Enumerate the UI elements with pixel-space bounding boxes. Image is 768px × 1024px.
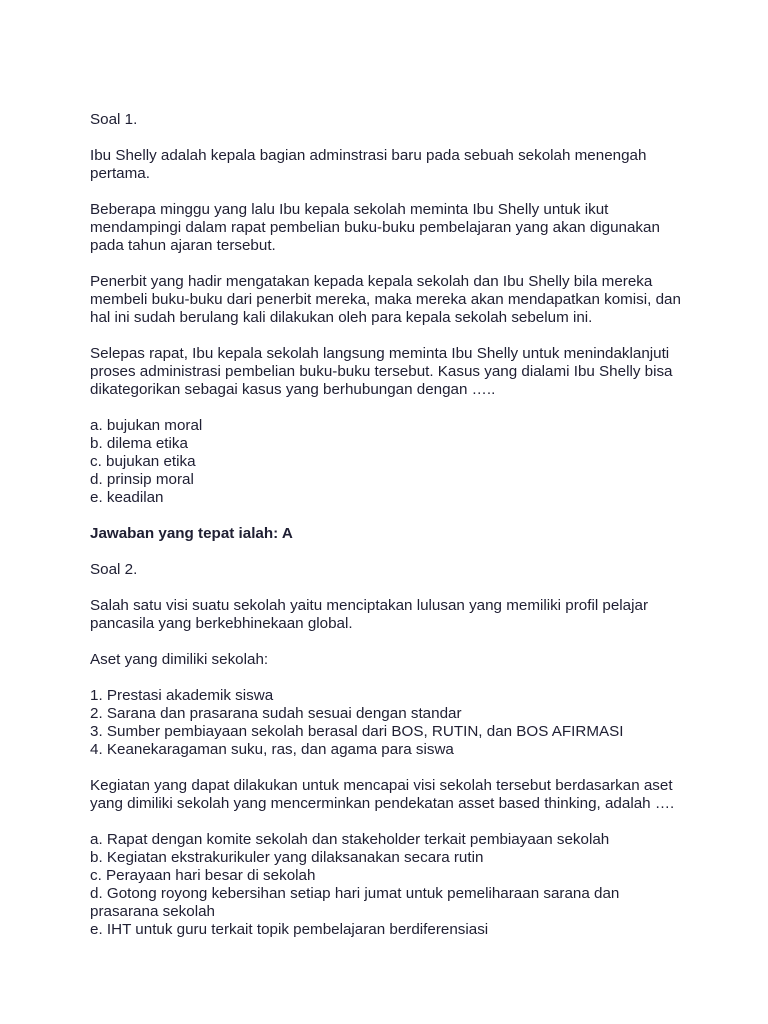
soal2-assets-list bbox=[90, 687, 690, 759]
soal1-option-c: c. bujukan etika bbox=[90, 453, 196, 470]
soal2-option-e: e. IHT untuk guru terkait topik pembelajaran berdiferensiasi bbox=[90, 921, 489, 938]
soal1-options bbox=[90, 417, 690, 507]
soal2-asset-1: 1. Prestasi akademik siswa bbox=[90, 687, 274, 704]
soal1-paragraph-1: Ibu Shelly adalah kepala bagian adminstrasi baru pada sebuah sekolah menengah pertama. bbox=[90, 147, 647, 182]
soal1-title: Soal 1. bbox=[90, 111, 138, 128]
soal1-answer: Jawaban yang tepat ialah: A bbox=[90, 525, 293, 542]
soal1-option-e: e. keadilan bbox=[90, 489, 164, 506]
soal2-option-b: b. Kegiatan ekstrakurikuler yang dilaksanakan secara rutin bbox=[90, 849, 484, 866]
soal2-question: Kegiatan yang dapat dilakukan untuk mencapai visi sekolah tersebut berdasarkan aset yang dimiliki sekolah yang mencerminkan pendekatan asset based thinking, adalah …. bbox=[90, 777, 675, 812]
soal1-paragraph-3: Penerbit yang hadir mengatakan kepada kepala sekolah dan Ibu Shelly bila mereka membeli buku-buku dari penerbit mereka, maka mereka akan mendapatkan komisi, dan hal ini sudah berulang kali dilakukan oleh para kepala sekolah sebelum ini. bbox=[90, 273, 681, 326]
soal2-title: Soal 2. bbox=[90, 561, 138, 578]
soal1-option-d: d. prinsip moral bbox=[90, 471, 194, 488]
soal2-asset-2: 2. Sarana dan prasarana sudah sesuai dengan standar bbox=[90, 705, 462, 722]
soal1-paragraph-4: Selepas rapat, Ibu kepala sekolah langsung meminta Ibu Shelly untuk menindaklanjuti proses administrasi pembelian buku-buku tersebut. Kasus yang dialami Ibu Shelly bisa dikategorikan sebagai kasus yang berhubungan dengan ….. bbox=[90, 345, 673, 398]
document-content bbox=[90, 111, 690, 957]
soal2-option-c: c. Perayaan hari besar di sekolah bbox=[90, 867, 316, 884]
soal1-paragraph-2: Beberapa minggu yang lalu Ibu kepala sekolah meminta Ibu Shelly untuk ikut mendampingi dalam rapat pembelian buku-buku pembelajaran yang akan digunakan pada tahun ajaran tersebut. bbox=[90, 201, 660, 254]
soal2-intro: Salah satu visi suatu sekolah yaitu menciptakan lulusan yang memiliki profil pelajar pancasila yang berkebhinekaan global. bbox=[90, 597, 649, 632]
soal1-option-a: a. bujukan moral bbox=[90, 417, 203, 434]
soal1-option-b: b. dilema etika bbox=[90, 435, 188, 452]
soal2-asset-3: 3. Sumber pembiayaan sekolah berasal dari BOS, RUTIN, dan BOS AFIRMASI bbox=[90, 723, 624, 740]
soal2-options bbox=[90, 831, 690, 939]
soal2-assets-heading: Aset yang dimiliki sekolah: bbox=[90, 651, 269, 668]
soal2-option-a: a. Rapat dengan komite sekolah dan stakeholder terkait pembiayaan sekolah bbox=[90, 831, 610, 848]
soal2-option-d: d. Gotong royong kebersihan setiap hari jumat untuk pemeliharaan sarana dan prasarana sekolah bbox=[90, 885, 620, 920]
soal2-asset-4: 4. Keanekaragaman suku, ras, dan agama para siswa bbox=[90, 741, 454, 758]
